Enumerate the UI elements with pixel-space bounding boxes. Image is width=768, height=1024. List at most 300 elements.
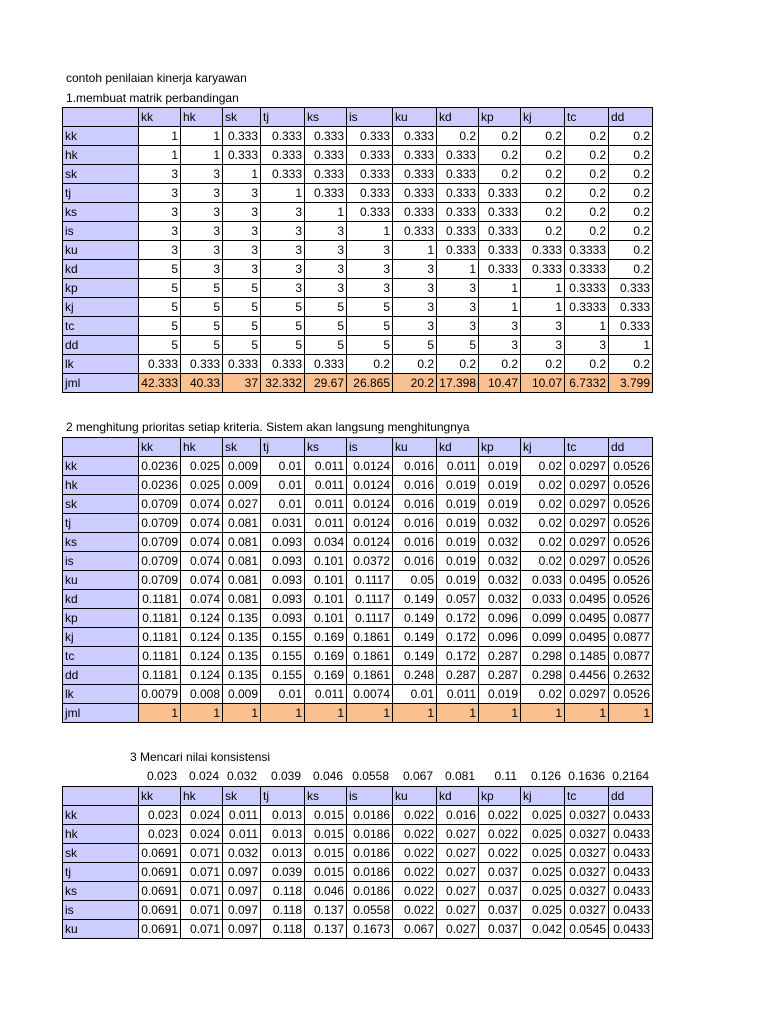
cell-value: 0.2 <box>565 127 609 146</box>
cell-value: 0.0526 <box>609 476 653 495</box>
cell-value: 0.067 <box>393 920 437 939</box>
cell-value: 0.0074 <box>347 685 393 704</box>
corner-cell <box>63 438 139 457</box>
cell-value: 0.009 <box>223 476 261 495</box>
cell-value: 0.0526 <box>609 495 653 514</box>
cell-value: 0.101 <box>305 552 347 571</box>
cell-value: 0.333 <box>393 165 437 184</box>
cell-value: 0.0709 <box>139 514 181 533</box>
cell-value: 5 <box>139 298 181 317</box>
column-header: is <box>347 108 393 127</box>
row-label: sk <box>63 165 139 184</box>
cell-value: 0.009 <box>223 457 261 476</box>
column-header: is <box>347 438 393 457</box>
cell-value: 3 <box>393 298 437 317</box>
cell-value: 0.0433 <box>609 901 653 920</box>
cell-value: 0.2 <box>565 222 609 241</box>
cell-value: 0.0526 <box>609 533 653 552</box>
column-header: sk <box>223 438 261 457</box>
cell-value: 1 <box>521 704 565 723</box>
cell-value: 0.149 <box>393 647 437 666</box>
cell-value: 3 <box>181 165 223 184</box>
cell-value: 0.011 <box>437 685 479 704</box>
column-header: dd <box>609 108 653 127</box>
cell-value: 0.0372 <box>347 552 393 571</box>
cell-value: 1 <box>223 165 261 184</box>
cell-value: 3 <box>181 260 223 279</box>
cell-value: 5 <box>223 279 261 298</box>
column-header: tj <box>261 787 305 806</box>
cell-value: 0.1673 <box>347 920 393 939</box>
cell-value: 0.155 <box>261 666 305 685</box>
column-header: kk <box>139 438 181 457</box>
cell-value: 0.333 <box>223 355 261 374</box>
cell-value: 0.0691 <box>139 920 181 939</box>
cell-value: 10.07 <box>521 374 565 393</box>
cell-value: 3 <box>479 317 521 336</box>
priority-value: 0.039 <box>270 769 301 783</box>
cell-value: 0.02 <box>521 476 565 495</box>
cell-value: 0.333 <box>479 241 521 260</box>
cell-value: 0.3333 <box>565 279 609 298</box>
cell-value: 0.333 <box>305 165 347 184</box>
cell-value: 0.093 <box>261 590 305 609</box>
cell-value: 0.333 <box>479 222 521 241</box>
cell-value: 0.016 <box>393 476 437 495</box>
column-header: ku <box>393 438 437 457</box>
cell-value: 0.333 <box>609 298 653 317</box>
priority-value: 0.046 <box>312 769 343 783</box>
cell-value: 0.013 <box>261 806 305 825</box>
cell-value: 0.2 <box>521 127 565 146</box>
cell-value: 0.0186 <box>347 825 393 844</box>
cell-value: 0.333 <box>393 184 437 203</box>
cell-value: 0.0297 <box>565 457 609 476</box>
column-header: tc <box>565 787 609 806</box>
cell-value: 0.124 <box>181 647 223 666</box>
cell-value: 0.2 <box>521 165 565 184</box>
cell-value: 0.074 <box>181 571 223 590</box>
column-header: hk <box>181 108 223 127</box>
cell-value: 0.016 <box>393 514 437 533</box>
cell-value: 0.2 <box>609 355 653 374</box>
cell-value: 3 <box>521 317 565 336</box>
cell-value: 1 <box>479 298 521 317</box>
cell-value: 0.071 <box>181 901 223 920</box>
cell-value: 0.05 <box>393 571 437 590</box>
cell-value: 0.333 <box>479 203 521 222</box>
cell-value: 0.172 <box>437 609 479 628</box>
cell-value: 0.333 <box>347 165 393 184</box>
table-row <box>63 317 653 336</box>
cell-value: 0.3333 <box>565 260 609 279</box>
cell-value: 0.2 <box>479 146 521 165</box>
cell-value: 0.074 <box>181 590 223 609</box>
cell-value: 0.287 <box>479 647 521 666</box>
cell-value: 0.0327 <box>565 844 609 863</box>
cell-value: 3 <box>347 241 393 260</box>
cell-value: 0.037 <box>479 920 521 939</box>
cell-value: 0.0297 <box>565 685 609 704</box>
row-label: jml <box>63 374 139 393</box>
row-label: kk <box>63 457 139 476</box>
table-row <box>63 165 653 184</box>
cell-value: 0.287 <box>479 666 521 685</box>
column-header: hk <box>181 787 223 806</box>
cell-value: 0.0433 <box>609 844 653 863</box>
cell-value: 0.011 <box>305 514 347 533</box>
cell-value: 0.333 <box>261 165 305 184</box>
cell-value: 0.022 <box>479 844 521 863</box>
column-header: dd <box>609 787 653 806</box>
cell-value: 0.0433 <box>609 825 653 844</box>
cell-value: 0.093 <box>261 609 305 628</box>
cell-value: 0.1181 <box>139 628 181 647</box>
column-header: kp <box>479 438 521 457</box>
table-row <box>63 920 653 939</box>
cell-value: 0.172 <box>437 647 479 666</box>
cell-value: 3 <box>305 260 347 279</box>
cell-value: 0.022 <box>479 806 521 825</box>
column-header: kk <box>139 108 181 127</box>
cell-value: 0.019 <box>479 495 521 514</box>
cell-value: 0.1181 <box>139 666 181 685</box>
cell-value: 0.2 <box>609 184 653 203</box>
cell-value: 0.2 <box>437 355 479 374</box>
column-header: kj <box>521 108 565 127</box>
cell-value: 0.02 <box>521 533 565 552</box>
cell-value: 0.0495 <box>565 590 609 609</box>
corner-cell <box>63 108 139 127</box>
cell-value: 5 <box>181 298 223 317</box>
column-header: ks <box>305 787 347 806</box>
header-row <box>63 438 653 457</box>
row-label: tj <box>63 184 139 203</box>
cell-value: 0.135 <box>223 647 261 666</box>
cell-value: 0.155 <box>261 647 305 666</box>
cell-value: 0.0495 <box>565 609 609 628</box>
cell-value: 3 <box>223 260 261 279</box>
cell-value: 0.0124 <box>347 533 393 552</box>
cell-value: 0.0433 <box>609 882 653 901</box>
cell-value: 3 <box>261 203 305 222</box>
cell-value: 5 <box>139 317 181 336</box>
cell-value: 0.333 <box>437 241 479 260</box>
cell-value: 0.1181 <box>139 609 181 628</box>
table-row <box>63 685 653 704</box>
cell-value: 0.025 <box>521 863 565 882</box>
cell-value: 0.031 <box>261 514 305 533</box>
cell-value: 0.2 <box>609 222 653 241</box>
cell-value: 0.0327 <box>565 882 609 901</box>
cell-value: 0.0327 <box>565 825 609 844</box>
cell-value: 0.0297 <box>565 552 609 571</box>
cell-value: 0.016 <box>393 457 437 476</box>
cell-value: 0.2 <box>521 222 565 241</box>
cell-value: 42.333 <box>139 374 181 393</box>
cell-value: 0.333 <box>393 222 437 241</box>
cell-value: 0.0709 <box>139 533 181 552</box>
table-row <box>63 647 653 666</box>
cell-value: 1 <box>223 704 261 723</box>
cell-value: 0.022 <box>393 863 437 882</box>
cell-value: 0.01 <box>393 685 437 704</box>
cell-value: 5 <box>261 317 305 336</box>
cell-value: 0.137 <box>305 901 347 920</box>
cell-value: 0.032 <box>479 552 521 571</box>
column-header: sk <box>223 787 261 806</box>
table-row <box>63 260 653 279</box>
cell-value: 1 <box>393 241 437 260</box>
cell-value: 0.022 <box>393 806 437 825</box>
cell-value: 0.1861 <box>347 666 393 685</box>
cell-value: 0.3333 <box>565 241 609 260</box>
cell-value: 0.013 <box>261 844 305 863</box>
cell-value: 0.022 <box>393 825 437 844</box>
cell-value: 1 <box>479 704 521 723</box>
cell-value: 0.027 <box>437 901 479 920</box>
table-row <box>63 666 653 685</box>
table-row <box>63 806 653 825</box>
column-header: dd <box>609 438 653 457</box>
cell-value: 0.149 <box>393 590 437 609</box>
cell-value: 0.019 <box>437 533 479 552</box>
cell-value: 0.081 <box>223 552 261 571</box>
cell-value: 0.333 <box>521 260 565 279</box>
cell-value: 0.016 <box>393 533 437 552</box>
cell-value: 0.333 <box>305 184 347 203</box>
cell-value: 0.015 <box>305 863 347 882</box>
cell-value: 0.016 <box>393 495 437 514</box>
cell-value: 3 <box>437 279 479 298</box>
cell-value: 0.333 <box>305 355 347 374</box>
cell-value: 0.097 <box>223 901 261 920</box>
column-header: kj <box>521 787 565 806</box>
cell-value: 0.2 <box>565 203 609 222</box>
row-label: kj <box>63 298 139 317</box>
priority-value: 0.081 <box>444 769 475 783</box>
cell-value: 3 <box>181 203 223 222</box>
cell-value: 3 <box>261 279 305 298</box>
cell-value: 0.023 <box>139 806 181 825</box>
table-row <box>63 628 653 647</box>
cell-value: 3 <box>347 260 393 279</box>
column-header: tj <box>261 438 305 457</box>
cell-value: 0.024 <box>181 806 223 825</box>
cell-value: 0.093 <box>261 533 305 552</box>
cell-value: 6.7332 <box>565 374 609 393</box>
table-row <box>63 298 653 317</box>
cell-value: 5 <box>261 336 305 355</box>
cell-value: 0.135 <box>223 666 261 685</box>
column-header: tj <box>261 108 305 127</box>
cell-value: 0.2 <box>565 165 609 184</box>
cell-value: 1 <box>393 704 437 723</box>
cell-value: 0.2 <box>479 127 521 146</box>
row-label: tc <box>63 317 139 336</box>
row-label: kj <box>63 628 139 647</box>
cell-value: 3 <box>479 336 521 355</box>
cell-value: 0.0877 <box>609 628 653 647</box>
table-row <box>63 146 653 165</box>
cell-value: 17.398 <box>437 374 479 393</box>
cell-value: 0.0526 <box>609 457 653 476</box>
cell-value: 3 <box>139 203 181 222</box>
row-label: is <box>63 552 139 571</box>
cell-value: 0.009 <box>223 685 261 704</box>
cell-value: 0.2 <box>479 355 521 374</box>
cell-value: 0.1861 <box>347 647 393 666</box>
cell-value: 0.0691 <box>139 901 181 920</box>
row-label: kk <box>63 806 139 825</box>
table-row <box>63 457 653 476</box>
row-label: is <box>63 901 139 920</box>
cell-value: 5 <box>347 336 393 355</box>
cell-value: 0.2 <box>565 355 609 374</box>
cell-value: 0.016 <box>393 552 437 571</box>
cell-value: 0.0079 <box>139 685 181 704</box>
table-row <box>63 203 653 222</box>
cell-value: 0.3333 <box>565 298 609 317</box>
cell-value: 0.101 <box>305 590 347 609</box>
cell-value: 5 <box>305 336 347 355</box>
cell-value: 0.333 <box>393 203 437 222</box>
cell-value: 0.0236 <box>139 457 181 476</box>
cell-value: 0.074 <box>181 495 223 514</box>
cell-value: 0.124 <box>181 628 223 647</box>
row-label: hk <box>63 476 139 495</box>
cell-value: 3 <box>223 241 261 260</box>
cell-value: 1 <box>305 704 347 723</box>
priority-value: 0.126 <box>530 769 561 783</box>
cell-value: 3 <box>437 298 479 317</box>
cell-value: 0.099 <box>521 609 565 628</box>
cell-value: 5 <box>393 336 437 355</box>
cell-value: 1 <box>521 298 565 317</box>
cell-value: 0.015 <box>305 844 347 863</box>
cell-value: 0.333 <box>437 222 479 241</box>
cell-value: 0.019 <box>437 571 479 590</box>
cell-value: 5 <box>347 317 393 336</box>
cell-value: 0.022 <box>393 901 437 920</box>
cell-value: 0.124 <box>181 666 223 685</box>
table-row <box>63 222 653 241</box>
cell-value: 0.039 <box>261 863 305 882</box>
cell-value: 0.0327 <box>565 901 609 920</box>
cell-value: 0.0691 <box>139 882 181 901</box>
table-row <box>63 184 653 203</box>
cell-value: 0.333 <box>437 165 479 184</box>
cell-value: 0.0526 <box>609 552 653 571</box>
cell-value: 0.2 <box>479 165 521 184</box>
cell-value: 0.032 <box>479 590 521 609</box>
cell-value: 0.298 <box>521 666 565 685</box>
cell-value: 0.2632 <box>609 666 653 685</box>
cell-value: 1 <box>181 127 223 146</box>
section-2-heading: 2 menghitung prioritas setiap kriteria. Sistem akan langsung menghitungnya <box>66 420 470 434</box>
cell-value: 0.169 <box>305 628 347 647</box>
cell-value: 0.2 <box>565 184 609 203</box>
cell-value: 1 <box>609 704 653 723</box>
cell-value: 5 <box>223 317 261 336</box>
column-header: ks <box>305 438 347 457</box>
cell-value: 0.032 <box>479 571 521 590</box>
cell-value: 0.011 <box>305 685 347 704</box>
cell-value: 0.033 <box>521 571 565 590</box>
cell-value: 0.096 <box>479 628 521 647</box>
table-row <box>63 241 653 260</box>
cell-value: 0.0709 <box>139 552 181 571</box>
column-header: sk <box>223 108 261 127</box>
cell-value: 0.169 <box>305 647 347 666</box>
cell-value: 5 <box>223 298 261 317</box>
priority-value: 0.1636 <box>568 769 605 783</box>
cell-value: 0.2 <box>521 184 565 203</box>
cell-value: 0.2 <box>609 260 653 279</box>
cell-value: 3 <box>305 222 347 241</box>
row-label: hk <box>63 825 139 844</box>
cell-value: 0.015 <box>305 825 347 844</box>
table-row <box>63 552 653 571</box>
cell-value: 0.2 <box>609 241 653 260</box>
row-label: sk <box>63 844 139 863</box>
cell-value: 5 <box>347 298 393 317</box>
cell-value: 1 <box>565 317 609 336</box>
cell-value: 0.023 <box>139 825 181 844</box>
cell-value: 0.025 <box>521 844 565 863</box>
cell-value: 0.333 <box>261 355 305 374</box>
cell-value: 0.333 <box>181 355 223 374</box>
cell-value: 0.0526 <box>609 685 653 704</box>
row-label: lk <box>63 355 139 374</box>
cell-value: 26.865 <box>347 374 393 393</box>
table-row <box>63 336 653 355</box>
cell-value: 0.0186 <box>347 806 393 825</box>
cell-value: 0.019 <box>437 476 479 495</box>
cell-value: 0.022 <box>479 825 521 844</box>
cell-value: 1 <box>565 704 609 723</box>
cell-value: 1 <box>479 279 521 298</box>
cell-value: 0.097 <box>223 863 261 882</box>
cell-value: 0.118 <box>261 920 305 939</box>
cell-value: 3 <box>139 222 181 241</box>
cell-value: 1 <box>437 704 479 723</box>
table-row <box>63 901 653 920</box>
table-row <box>63 863 653 882</box>
cell-value: 0.022 <box>393 844 437 863</box>
cell-value: 0.071 <box>181 863 223 882</box>
table-row <box>63 533 653 552</box>
cell-value: 0.1485 <box>565 647 609 666</box>
column-header: ks <box>305 108 347 127</box>
cell-value: 0.333 <box>347 127 393 146</box>
cell-value: 0.333 <box>305 146 347 165</box>
cell-value: 5 <box>181 317 223 336</box>
cell-value: 0.097 <box>223 882 261 901</box>
priority-value: 0.11 <box>494 769 517 783</box>
cell-value: 0.135 <box>223 628 261 647</box>
cell-value: 1 <box>609 336 653 355</box>
cell-value: 0.033 <box>521 590 565 609</box>
cell-value: 0.011 <box>305 476 347 495</box>
cell-value: 0.333 <box>437 184 479 203</box>
cell-value: 0.027 <box>223 495 261 514</box>
row-label: tj <box>63 514 139 533</box>
cell-value: 0.333 <box>393 146 437 165</box>
comparison-matrix-table <box>62 107 653 393</box>
row-label: kp <box>63 609 139 628</box>
cell-value: 0.02 <box>521 552 565 571</box>
